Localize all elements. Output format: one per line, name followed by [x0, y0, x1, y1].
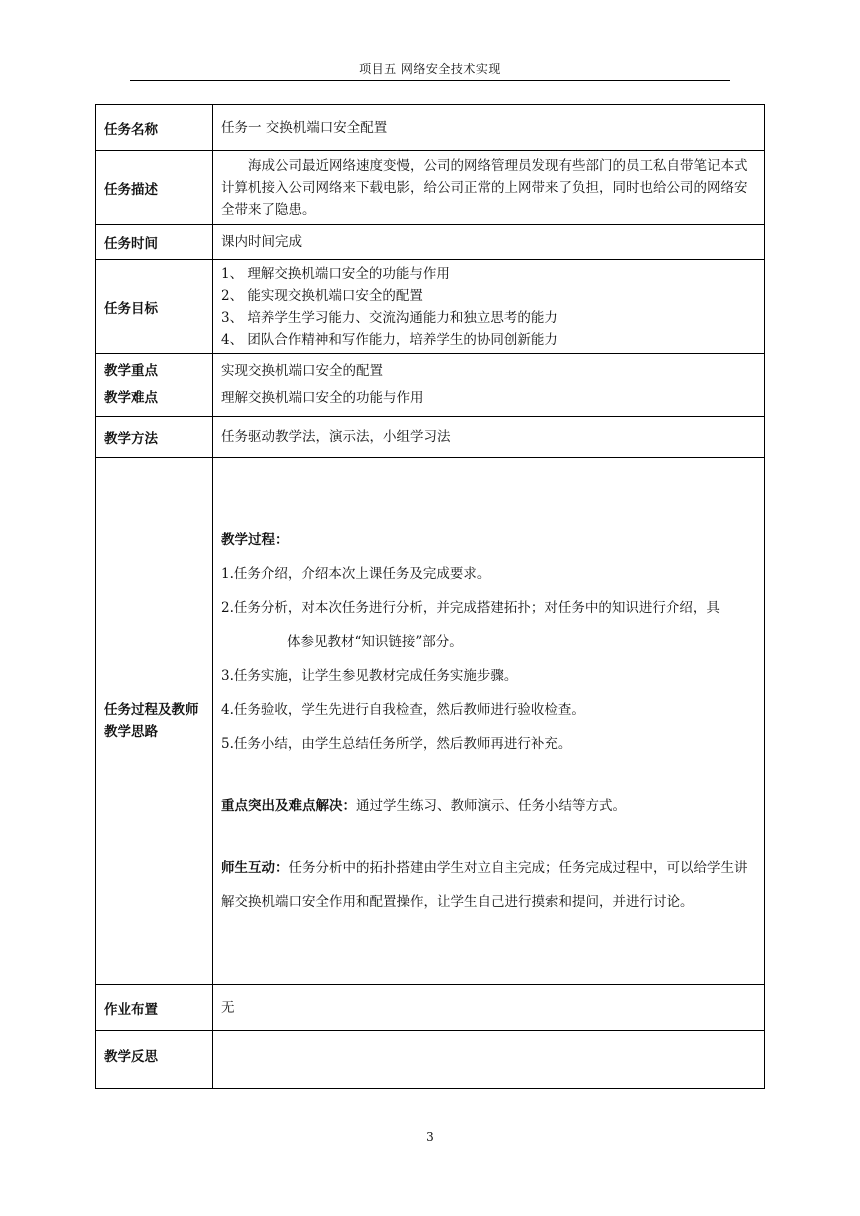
lesson-plan-table — [95, 104, 765, 1089]
interaction-paragraph — [221, 851, 756, 919]
label-task-time: 任务时间 — [96, 225, 213, 260]
interaction-text: 任务分析中的拓扑搭建由学生对立自主完成；任务完成过程中，可以给学生讲解交换机端口安全作用和配置操作，让学生自己进行摸索和提问，并进行讨论。 — [221, 860, 748, 910]
header-rule — [130, 80, 730, 81]
row-task-description — [96, 151, 765, 225]
value-homework: 无 — [213, 985, 765, 1031]
row-task-time — [96, 225, 765, 260]
key-points-paragraph — [221, 789, 756, 823]
label-process: 任务过程及教师教学思路 — [96, 458, 213, 985]
label-reflection: 教学反思 — [96, 1031, 213, 1089]
label-teaching-method: 教学方法 — [96, 417, 213, 458]
label-teaching-focus: 教学重点 — [104, 363, 158, 379]
key-points-label: 重点突出及难点解决： — [221, 798, 356, 814]
process-step: 5.任务小结，由学生总结任务所学，然后教师再进行补充。 — [221, 736, 572, 752]
label-task-goals: 任务目标 — [96, 260, 213, 354]
goal-item: 1、 理解交换机端口安全的功能与作用 — [221, 265, 450, 282]
interaction-label: 师生互动： — [221, 860, 289, 876]
goal-item: 2、 能实现交换机端口安全的配置 — [221, 287, 423, 304]
row-task-goals — [96, 260, 765, 354]
value-teaching-focus: 实现交换机端口安全的配置 — [221, 363, 383, 379]
value-teaching-difficulty: 理解交换机端口安全的功能与作用 — [221, 390, 424, 406]
row-task-name — [96, 105, 765, 151]
row-process — [96, 458, 765, 985]
process-step: 2.任务分析，对本次任务进行分析，并完成搭建拓扑；对任务中的知识进行介绍，具 — [221, 600, 720, 616]
page-number: 3 — [426, 1130, 434, 1144]
value-reflection — [213, 1031, 765, 1089]
value-task-time: 课内时间完成 — [213, 225, 765, 260]
label-teaching-difficulty: 教学难点 — [104, 390, 158, 406]
row-teaching-focus — [96, 354, 765, 417]
key-points-text: 通过学生练习、教师演示、任务小结等方式。 — [356, 798, 626, 814]
goal-item: 4、 团队合作精神和写作能力，培养学生的协同创新能力 — [221, 331, 558, 348]
task-goals-list — [213, 260, 765, 354]
row-reflection — [96, 1031, 765, 1089]
page-header-title: 项目五 网络安全技术实现 — [359, 62, 501, 76]
process-heading: 教学过程： — [221, 532, 289, 548]
process-step-continued: 体参见教材“知识链接”部分。 — [287, 634, 463, 650]
process-content — [213, 458, 765, 985]
value-teaching-method: 任务驱动教学法，演示法，小组学习法 — [213, 417, 765, 458]
row-homework — [96, 985, 765, 1031]
row-teaching-method — [96, 417, 765, 458]
value-task-description: 海成公司最近网络速度变慢，公司的网络管理员发现有些部门的员工私自带笔记本式计算机接入公司网络来下载电影，给公司正常的上网带来了负担，同时也给公司的网络安全带来了隐患。 — [221, 157, 748, 218]
process-step: 3.任务实施，让学生参见教材完成任务实施步骤。 — [221, 668, 518, 684]
process-step: 1.任务介绍，介绍本次上课任务及完成要求。 — [221, 566, 491, 582]
label-task-name: 任务名称 — [96, 105, 213, 151]
value-task-name: 任务一 交换机端口安全配置 — [213, 105, 765, 151]
label-homework: 作业布置 — [96, 985, 213, 1031]
goal-item: 3、 培养学生学习能力、交流沟通能力和独立思考的能力 — [221, 309, 558, 326]
process-step: 4.任务验收，学生先进行自我检查，然后教师进行验收检查。 — [221, 702, 585, 718]
label-task-description: 任务描述 — [96, 151, 213, 225]
